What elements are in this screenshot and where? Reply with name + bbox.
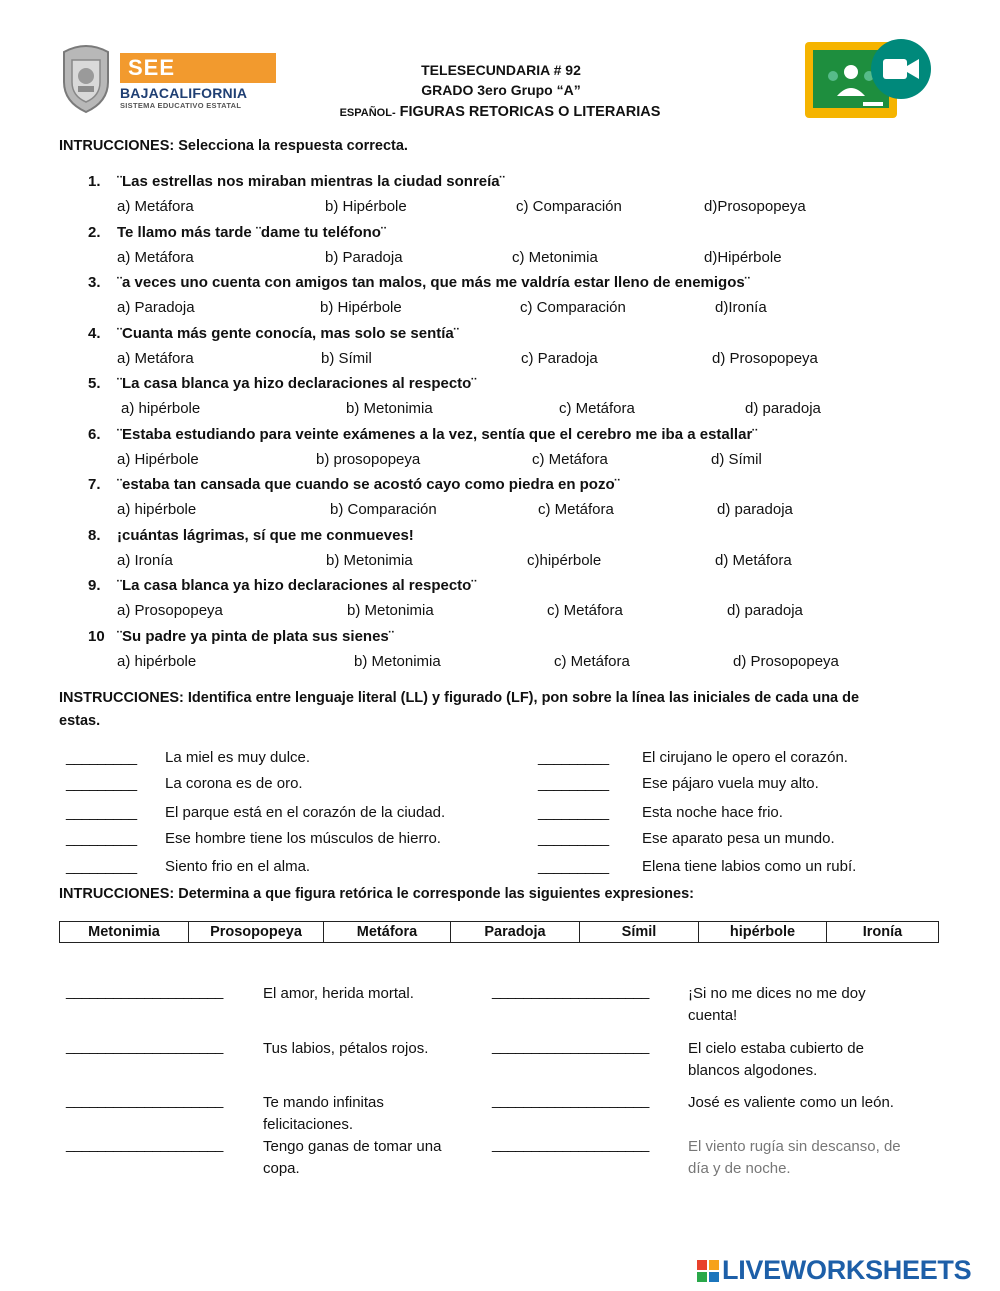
- section2-instructions-line2: estas.: [59, 713, 101, 729]
- question-text: ¨a veces uno cuenta con amigos tan malos, que más me valdría estar lleno de enemigos¨: [117, 274, 750, 291]
- expression-text: El cielo estaba cubierto de blancos algodones.: [688, 1040, 864, 1079]
- answer-blank: _________: [66, 830, 137, 847]
- answer-option: b) Hipérbole: [325, 198, 407, 215]
- question-text: ¨La casa blanca ya hizo declaraciones al respecto¨: [117, 375, 477, 392]
- question-text: ¨Su padre ya pinta de plata sus sienes¨: [117, 627, 394, 645]
- question-number: 10: [88, 627, 105, 645]
- answer-option: c) Comparación: [520, 299, 626, 316]
- answer-blank: ____________________: [492, 983, 649, 1000]
- question-text: ¨Cuanta más gente conocía, mas solo se sentía¨: [117, 324, 459, 342]
- question-number: 2.: [88, 223, 101, 241]
- statement-text: Ese aparato pesa un mundo.: [642, 830, 835, 847]
- answer-blank: ____________________: [66, 1136, 223, 1153]
- logo-square: [697, 1260, 707, 1270]
- figure-cell: hipérbole: [699, 922, 827, 943]
- answer-option: a) Hipérbole: [117, 450, 199, 468]
- liveworksheets-logo: [697, 1255, 971, 1286]
- figures-row: [60, 922, 939, 943]
- answer-blank: ____________________: [66, 1092, 223, 1109]
- statement-text: Elena tiene labios como un rubí.: [642, 858, 857, 875]
- answer-option: c) Metáfora: [538, 501, 614, 518]
- answer-option: a) Metáfora: [117, 349, 194, 367]
- statement-text: Ese pájaro vuela muy alto.: [642, 775, 819, 792]
- answer-option: c) Metáfora: [532, 450, 608, 468]
- figures-table: [59, 921, 939, 943]
- question-number: 7.: [88, 476, 101, 493]
- question-text: ¨Las estrellas nos miraban mientras la ciudad sonreía¨: [117, 173, 505, 190]
- answer-blank: _________: [66, 804, 137, 821]
- expression-text: José es valiente como un león.: [688, 1094, 894, 1111]
- figure-cell: Símil: [580, 922, 699, 943]
- question-number: 3.: [88, 274, 101, 291]
- grade-group: GRADO 3ero Grupo “A”: [421, 82, 581, 98]
- answer-blank: _________: [66, 775, 137, 792]
- expression-text: El viento rugía sin descanso, de día y de noche.: [688, 1138, 901, 1177]
- answer-blank: _________: [538, 775, 609, 792]
- expression-text: Tengo ganas de tomar una copa.: [263, 1138, 442, 1177]
- question-number: 6.: [88, 425, 101, 443]
- answer-option: d) paradoja: [717, 501, 793, 518]
- question-number: 8.: [88, 526, 101, 544]
- answer-blank: ____________________: [492, 1092, 649, 1109]
- answer-option: d) Prosopopeya: [712, 349, 818, 367]
- answer-option: c) Metonimia: [512, 248, 598, 266]
- question-number: 9.: [88, 577, 101, 594]
- subject-line: [300, 103, 700, 121]
- statement-text: Ese hombre tiene los músculos de hierro.: [165, 830, 441, 847]
- answer-blank: _________: [538, 804, 609, 821]
- answer-option: b) Metonimia: [326, 551, 413, 569]
- answer-option: b) Hipérbole: [320, 299, 402, 316]
- subject-prefix: ESPAÑOL-: [339, 107, 396, 119]
- answer-option: a) Ironía: [117, 551, 173, 569]
- answer-option: a) Metáfora: [117, 198, 194, 215]
- answer-option: c) Metáfora: [554, 652, 630, 670]
- answer-blank: _________: [66, 749, 137, 766]
- answer-option: b) Metonimia: [347, 602, 434, 619]
- expression-text: Te mando infinitas felicitaciones.: [263, 1094, 384, 1133]
- answer-option: d)Ironía: [715, 299, 767, 316]
- answer-option: d) Prosopopeya: [733, 652, 839, 670]
- see-logo-text: SEE: [120, 53, 276, 83]
- answer-option: c) Comparación: [516, 198, 622, 215]
- question-text: Te llamo más tarde ¨dame tu teléfono¨: [117, 223, 386, 241]
- question-text: ¨La casa blanca ya hizo declaraciones al respecto¨: [117, 577, 477, 594]
- question-number: 4.: [88, 324, 101, 342]
- answer-option: d) paradoja: [745, 400, 821, 417]
- section3-instructions: INTRUCCIONES: Determina a que figura retórica le corresponde las siguientes expresiones:: [59, 886, 694, 902]
- answer-option: b) Comparación: [330, 501, 437, 518]
- figure-cell: Metonimia: [60, 922, 189, 943]
- logo-square: [709, 1272, 719, 1282]
- answer-option: a) Metáfora: [117, 248, 194, 266]
- statement-text: El parque está en el corazón de la ciudad.: [165, 804, 446, 821]
- question-text: ¡cuántas lágrimas, sí que me conmueves!: [117, 526, 414, 544]
- answer-blank: _________: [538, 830, 609, 847]
- answer-option: d)Prosopopeya: [704, 198, 806, 215]
- answer-blank: _________: [66, 858, 137, 875]
- statement-text: El cirujano le opero el corazón.: [642, 749, 848, 766]
- answer-blank: ____________________: [492, 1136, 649, 1153]
- answer-option: b) Paradoja: [325, 248, 403, 266]
- figure-cell: Ironía: [827, 922, 939, 943]
- answer-option: d) Metáfora: [715, 551, 792, 569]
- figure-cell: Paradoja: [451, 922, 580, 943]
- section2-instructions-line1: INSTRUCCIONES: Identifica entre lenguaje literal (LL) y figurado (LF), pon sobre la línea las iniciales de cada una de: [59, 690, 860, 706]
- answer-option: b) Metonimia: [346, 400, 433, 417]
- google-meet-icon: [870, 38, 932, 100]
- expression-text: ¡Si no me dices no me doy cuenta!: [688, 985, 866, 1024]
- answer-option: a) hipérbole: [121, 400, 201, 417]
- statement-text: Siento frio en el alma.: [165, 858, 311, 875]
- liveworksheets-mark-icon: [697, 1260, 719, 1282]
- answer-option: c) Paradoja: [521, 349, 598, 367]
- answer-blank: _________: [538, 749, 609, 766]
- answer-blank: _________: [538, 858, 609, 875]
- figure-cell: Prosopopeya: [189, 922, 324, 943]
- answer-option: c)hipérbole: [527, 551, 602, 569]
- answer-option: c) Metáfora: [559, 400, 635, 417]
- expression-text: Tus labios, pétalos rojos.: [263, 1040, 429, 1057]
- statement-text: Esta noche hace frio.: [642, 804, 783, 821]
- answer-blank: ____________________: [66, 983, 223, 1000]
- statement-text: La corona es de oro.: [165, 775, 303, 792]
- see-logo: [120, 53, 276, 110]
- sistema-educativo-text: SISTEMA EDUCATIVO ESTATAL: [120, 101, 242, 110]
- question-number: 1.: [88, 173, 101, 190]
- answer-blank: ____________________: [492, 1038, 649, 1055]
- answer-option: d)Hipérbole: [704, 248, 782, 266]
- answer-option: a) hipérbole: [117, 501, 197, 518]
- answer-option: b) prosopopeya: [316, 450, 421, 468]
- expression-text: El amor, herida mortal.: [263, 985, 414, 1002]
- subject-title: FIGURAS RETORICAS O LITERARIAS: [395, 104, 661, 120]
- baja-california-logo-text: BAJACALIFORNIA: [120, 85, 248, 101]
- answer-option: d) Símil: [711, 450, 762, 468]
- school-name: TELESECUNDARIA # 92: [421, 62, 581, 78]
- answer-option: c) Metáfora: [547, 602, 623, 619]
- answer-blank: ____________________: [66, 1038, 223, 1055]
- section1-instructions: INTRUCCIONES: Selecciona la respuesta correcta.: [59, 138, 408, 154]
- logo-square: [697, 1272, 707, 1282]
- figure-cell: Metáfora: [324, 922, 451, 943]
- liveworksheets-text: LIVEWORKSHEETS: [722, 1255, 972, 1285]
- question-text: ¨estaba tan cansada que cuando se acostó cayo como piedra en pozo¨: [117, 476, 620, 493]
- answer-option: a) Paradoja: [117, 299, 195, 316]
- question-text: ¨Estaba estudiando para veinte exámenes a la vez, sentía que el cerebro me iba a estallar¨: [117, 425, 758, 443]
- answer-option: b) Metonimia: [354, 652, 441, 670]
- answer-option: a) hipérbole: [117, 652, 197, 670]
- answer-option: a) Prosopopeya: [117, 602, 223, 619]
- statement-text: La miel es muy dulce.: [165, 749, 311, 766]
- logo-square: [709, 1260, 719, 1270]
- answer-option: b) Símil: [321, 349, 372, 367]
- answer-option: d) paradoja: [727, 602, 803, 619]
- coat-of-arms-icon: [58, 42, 114, 114]
- question-number: 5.: [88, 375, 101, 392]
